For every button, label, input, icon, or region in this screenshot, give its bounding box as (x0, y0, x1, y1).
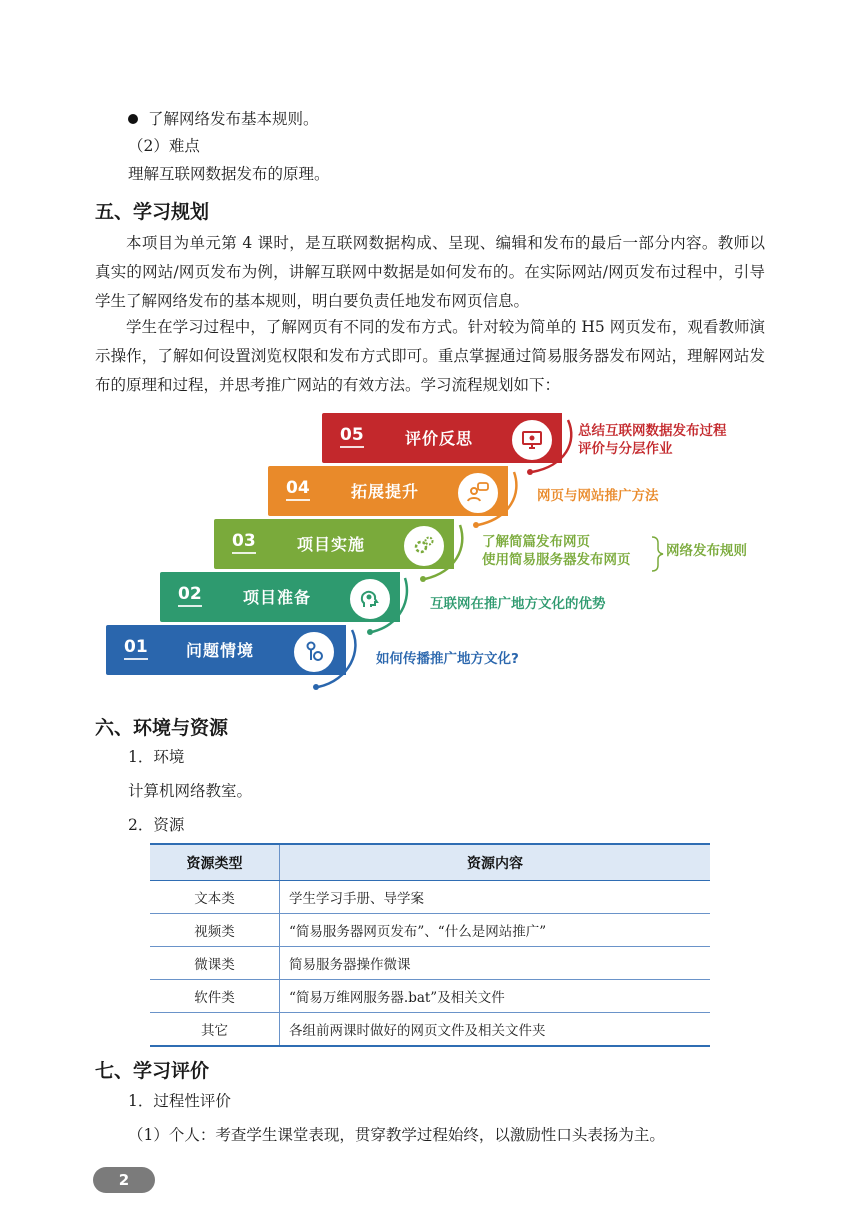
section5-paragraph-2: 学生在学习过程中，了解网页有不同的发布方式。针对较为简单的 H5 网页发布，观看教师演示操作，了解如何设置浏览权限和发布方式即可。重点掌握通过简易服务器发布网站，理解网站发布的原理和过程，并思考推广网站的有效方法。学习流程规划如下： (95, 318, 765, 394)
section5-heading: 五、学习规划 (95, 201, 210, 223)
section7-heading: 七、学习评价 (95, 1060, 210, 1082)
step-label: 项目准备 (243, 588, 312, 607)
difficulty-text: 理解互联网数据发布的原理。 (128, 165, 330, 183)
annotation-04: 网页与网站推广方法 (537, 488, 659, 504)
step-number: 01 (124, 637, 148, 660)
cell-content: “简易万维网服务器.bat”及相关文件 (280, 980, 711, 1013)
bullet-dot-icon (128, 114, 138, 124)
table-row (150, 881, 710, 914)
resource-label: 2．资源 (128, 816, 185, 834)
cell-content: 简易服务器操作微课 (280, 947, 711, 980)
cell-content: 学生学习手册、导学案 (280, 881, 711, 914)
step-label: 项目实施 (297, 535, 366, 554)
process-eval-item-1: （1）个人：考查学生课堂表现，贯穿教学过程始终，以激励性口头表扬为主。 (128, 1126, 665, 1144)
page-number: 2 (93, 1167, 155, 1193)
table-row (150, 1013, 710, 1047)
annotation-03-line1: 了解简篇发布网页 (482, 534, 590, 550)
cell-type: 视频类 (150, 914, 280, 947)
difficulty-label: （2）难点 (128, 137, 200, 155)
section5-paragraph-1: 本项目为单元第 4 课时，是互联网数据构成、呈现、编辑和发布的最后一部分内容。教师以真实的网站/网页发布为例，讲解互联网中数据是如何发布的。在实际网站/网页发布过程中，引导学生了解网络发布的基本规则，明白要负责任地发布网页信息。 (95, 234, 765, 310)
resource-table (150, 843, 710, 1047)
bullet-item (128, 108, 319, 130)
step-label: 问题情境 (186, 641, 255, 660)
bullet-text: 了解网络发布基本规则。 (148, 110, 319, 128)
annotation-02: 互联网在推广地方文化的优势 (430, 596, 606, 612)
step-number: 02 (178, 584, 202, 607)
annotation-05-line2: 评价与分层作业 (578, 441, 673, 457)
annotation-03-side: 网络发布规则 (666, 543, 747, 559)
step-number: 05 (340, 425, 364, 448)
header-type: 资源类型 (150, 844, 280, 881)
step-label: 评价反思 (405, 429, 474, 448)
annotation-03-line2: 使用简易服务器发布网页 (482, 552, 631, 568)
cell-content: 各组前两课时做好的网页文件及相关文件夹 (280, 1013, 711, 1047)
cell-type: 软件类 (150, 980, 280, 1013)
process-eval-label: 1．过程性评价 (128, 1092, 231, 1110)
annotation-01: 如何传播推广地方文化? (376, 651, 519, 667)
cell-type: 其它 (150, 1013, 280, 1047)
learning-flow-diagram (0, 400, 860, 700)
cell-content: “简易服务器网页发布”、“什么是网站推广” (280, 914, 711, 947)
annotation-05-line1: 总结互联网数据发布过程 (578, 423, 727, 439)
header-content: 资源内容 (280, 844, 711, 881)
env-label: 1．环境 (128, 748, 185, 766)
cell-type: 文本类 (150, 881, 280, 914)
table-row (150, 980, 710, 1013)
table-row (150, 947, 710, 980)
env-text: 计算机网络教室。 (128, 782, 253, 800)
cell-type: 微课类 (150, 947, 280, 980)
section6-heading: 六、环境与资源 (95, 717, 229, 739)
step-number: 03 (232, 531, 256, 554)
step-label: 拓展提升 (351, 482, 420, 501)
table-row (150, 914, 710, 947)
table-header-row (150, 844, 710, 881)
step-number: 04 (286, 478, 310, 501)
